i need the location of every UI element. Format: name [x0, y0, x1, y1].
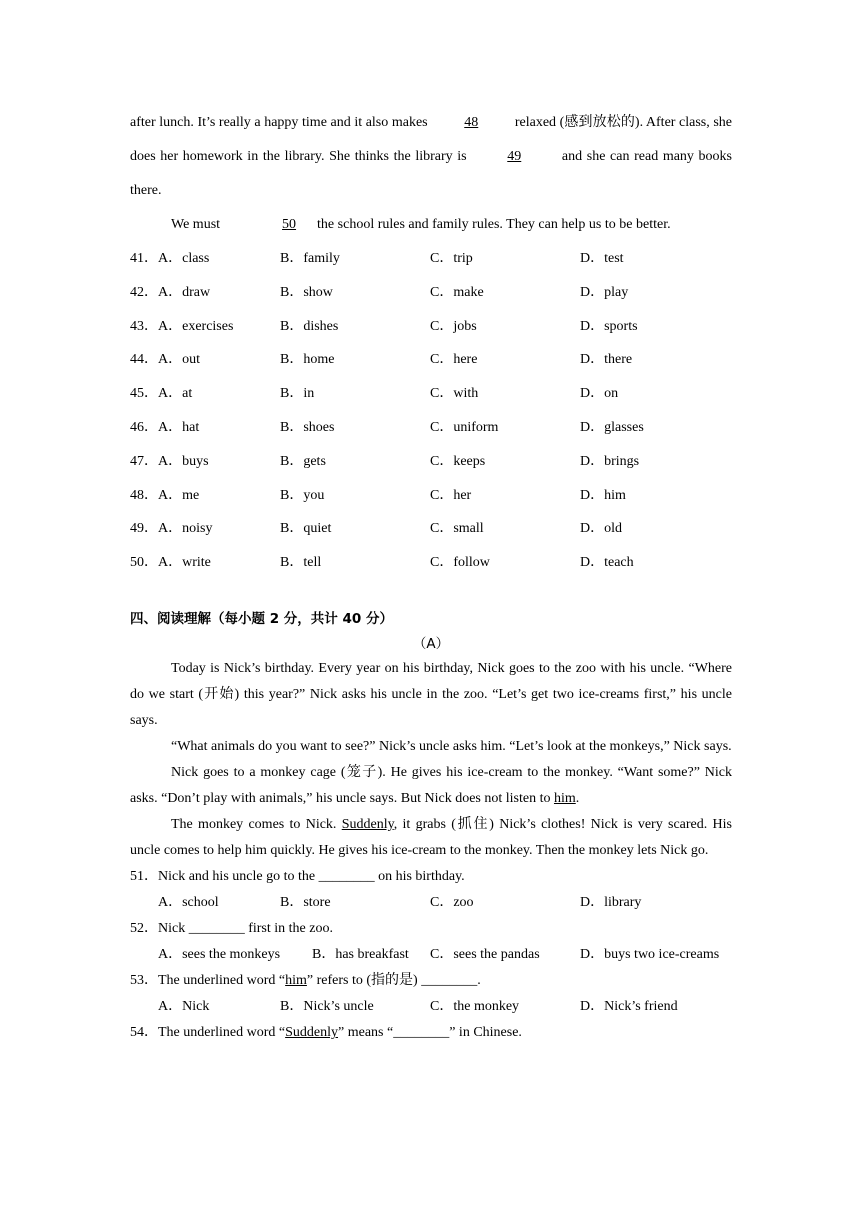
option-a-text: A．exercises [158, 318, 234, 334]
question-number: 44． [130, 352, 158, 368]
option-b[interactable]: B．tell [280, 555, 322, 571]
option-a[interactable] [130, 546, 211, 580]
option-d[interactable]: D．glasses [580, 419, 644, 435]
underlined-word: Suddenly [285, 1024, 339, 1040]
passage-paragraph-3 [130, 760, 732, 812]
option-c[interactable]: C．her [430, 487, 472, 503]
option-a-text: A．draw [158, 284, 211, 300]
option-d[interactable]: D．there [580, 352, 633, 368]
cloze-text: We must [171, 217, 221, 232]
option-b[interactable]: B．quiet [280, 521, 332, 537]
option-row-45 [130, 377, 732, 411]
option-c[interactable]: C．small [430, 521, 484, 537]
option-row-43 [130, 310, 732, 344]
question-text: 54．The underlined word “ [130, 1024, 286, 1040]
question-number: 45． [130, 386, 158, 402]
passage-paragraph-2: “What animals do you want to see?” Nick’s uncle asks him. “Let’s look at the monkeys,” Nick says. [171, 738, 732, 754]
question-text: ” refers to (指的是) ________. [306, 972, 481, 988]
option-c[interactable]: C．make [430, 284, 484, 300]
option-d[interactable]: D．buys two ice-creams [580, 946, 720, 962]
question-53 [130, 968, 732, 994]
option-a-text: A．hat [158, 419, 200, 435]
option-d[interactable]: D．test [580, 251, 624, 266]
option-c[interactable]: C．jobs [430, 318, 477, 334]
option-d[interactable]: D．him [580, 487, 626, 503]
option-row-48 [130, 479, 732, 513]
question-51-options [130, 890, 732, 916]
option-d[interactable]: D．library [580, 894, 642, 910]
option-d[interactable]: D．old [580, 521, 622, 537]
option-c[interactable]: C．follow [430, 555, 490, 571]
passage-text: , it grabs (抓住) Nick’s clothes! Nick is very scared. His uncle comes to help him quickly. He gives his ice-cream to the monkey. Then the monkey lets Nick go. [130, 816, 732, 858]
question-number: 42． [130, 284, 158, 300]
underlined-word: him [285, 972, 307, 988]
cloze-text: the school rules and family rules. They can help us to be better. [317, 217, 671, 232]
question-number: 41． [130, 251, 158, 266]
passage-text: Nick goes to a monkey cage (笼子). He gives his ice-cream to the monkey. “Want some?” Nick asks. “Don’t play with animals,” his uncle says. But Nick does not listen to [130, 764, 732, 806]
option-row-41 [130, 242, 732, 276]
option-b[interactable]: B．has breakfast [312, 946, 409, 962]
option-b[interactable]: B．you [280, 487, 325, 503]
passage-paragraph-1: Today is Nick’s birthday. Every year on his birthday, Nick goes to the zoo with his uncle. “Where do we start (开始) this year?” Nick asks his uncle in the zoo. “Let’s get two ice-creams first,” his uncle says. [130, 660, 732, 728]
question-51: 51．Nick and his uncle go to the ________ on his birthday. [130, 868, 465, 884]
option-b[interactable]: B．in [280, 386, 315, 402]
question-54 [130, 1020, 732, 1046]
option-row-44 [130, 343, 732, 377]
option-c[interactable]: C．with [430, 386, 479, 402]
option-d[interactable]: D．Nick’s friend [580, 998, 678, 1014]
question-52-options [130, 942, 732, 968]
underlined-word-suddenly: Suddenly [341, 816, 394, 832]
option-row-46 [130, 411, 732, 445]
option-c[interactable]: C．zoo [430, 894, 474, 910]
passage-text: The monkey comes to Nick. [171, 816, 337, 832]
option-b[interactable]: B．shoes [280, 419, 335, 435]
passage-text: . [575, 790, 580, 806]
option-a[interactable] [130, 242, 209, 276]
question-text: ” means “________” in Chinese. [338, 1024, 522, 1040]
option-c[interactable]: C．the monkey [430, 998, 520, 1014]
option-a[interactable] [130, 343, 200, 377]
exam-page [130, 106, 732, 1046]
option-a-text: A．me [158, 487, 200, 503]
option-c[interactable]: C．here [430, 352, 478, 368]
question-number: 46． [130, 419, 158, 435]
option-c[interactable]: C．sees the pandas [430, 946, 540, 962]
question-number: 49． [130, 521, 158, 537]
underlined-word-him: him [553, 790, 576, 806]
cloze-options-list [130, 242, 732, 580]
question-number: 50． [130, 555, 158, 571]
blank-49: 49 [507, 149, 522, 164]
option-a-text: A．buys [158, 453, 209, 469]
option-a[interactable]: A．school [158, 894, 219, 910]
question-number: 43． [130, 318, 158, 334]
option-a[interactable] [130, 479, 199, 513]
question-number: 48． [130, 487, 158, 503]
passage-label: （A） [412, 635, 450, 652]
option-c[interactable]: C．trip [430, 251, 473, 266]
cloze-text: relaxed (感到放松的). After class, she does her homework in the library. She thinks the library is [130, 115, 733, 164]
option-b[interactable]: B．family [280, 251, 340, 266]
option-a[interactable] [130, 276, 210, 310]
option-b[interactable]: B．show [280, 284, 333, 300]
option-a[interactable] [130, 377, 192, 411]
option-a-text: A．noisy [158, 521, 213, 537]
option-c[interactable]: C．uniform [430, 419, 499, 435]
option-row-42 [130, 276, 732, 310]
passage-paragraph-4 [130, 812, 732, 864]
option-a[interactable]: A．sees the monkeys [158, 946, 281, 962]
cloze-paragraph-rules [130, 208, 732, 242]
option-d[interactable]: D．brings [580, 453, 640, 469]
blank-50: 50 [282, 217, 297, 232]
option-row-47 [130, 445, 732, 479]
option-d[interactable]: D．teach [580, 555, 634, 571]
question-52: 52．Nick ________ first in the zoo. [130, 920, 333, 936]
option-row-49 [130, 512, 732, 546]
question-text: 53．The underlined word “ [130, 972, 286, 988]
option-d[interactable]: D．play [580, 284, 629, 300]
blank-48: 48 [464, 115, 479, 130]
option-c[interactable]: C．keeps [430, 453, 486, 469]
option-d[interactable]: D．sports [580, 318, 638, 334]
option-b[interactable]: B．dishes [280, 318, 339, 334]
option-a-text: A．at [158, 386, 193, 402]
option-a[interactable] [130, 411, 199, 445]
cloze-text: after lunch. It’s really a happy time and it also makes [130, 115, 428, 130]
option-d[interactable]: D．on [580, 386, 619, 402]
option-a[interactable] [130, 445, 209, 479]
option-b[interactable]: B．gets [280, 453, 326, 469]
option-a-text: A．class [158, 251, 210, 266]
option-b[interactable]: B．store [280, 894, 331, 910]
question-number: 47． [130, 453, 158, 469]
question-53-options [130, 994, 732, 1020]
option-a[interactable] [130, 512, 212, 546]
cloze-text: and she can read many books there. [130, 149, 733, 198]
option-b[interactable]: B．Nick’s uncle [280, 998, 374, 1014]
option-a[interactable]: A．Nick [158, 998, 210, 1014]
option-b[interactable]: B．home [280, 352, 335, 368]
option-a-text: A．out [158, 352, 200, 368]
option-a[interactable] [130, 310, 233, 344]
section-title: 四、阅读理解（每小题 2 分，共计 40 分） [130, 610, 393, 627]
option-row-50 [130, 546, 732, 580]
cloze-paragraph-end [130, 106, 732, 208]
option-a-text: A．write [158, 555, 211, 571]
